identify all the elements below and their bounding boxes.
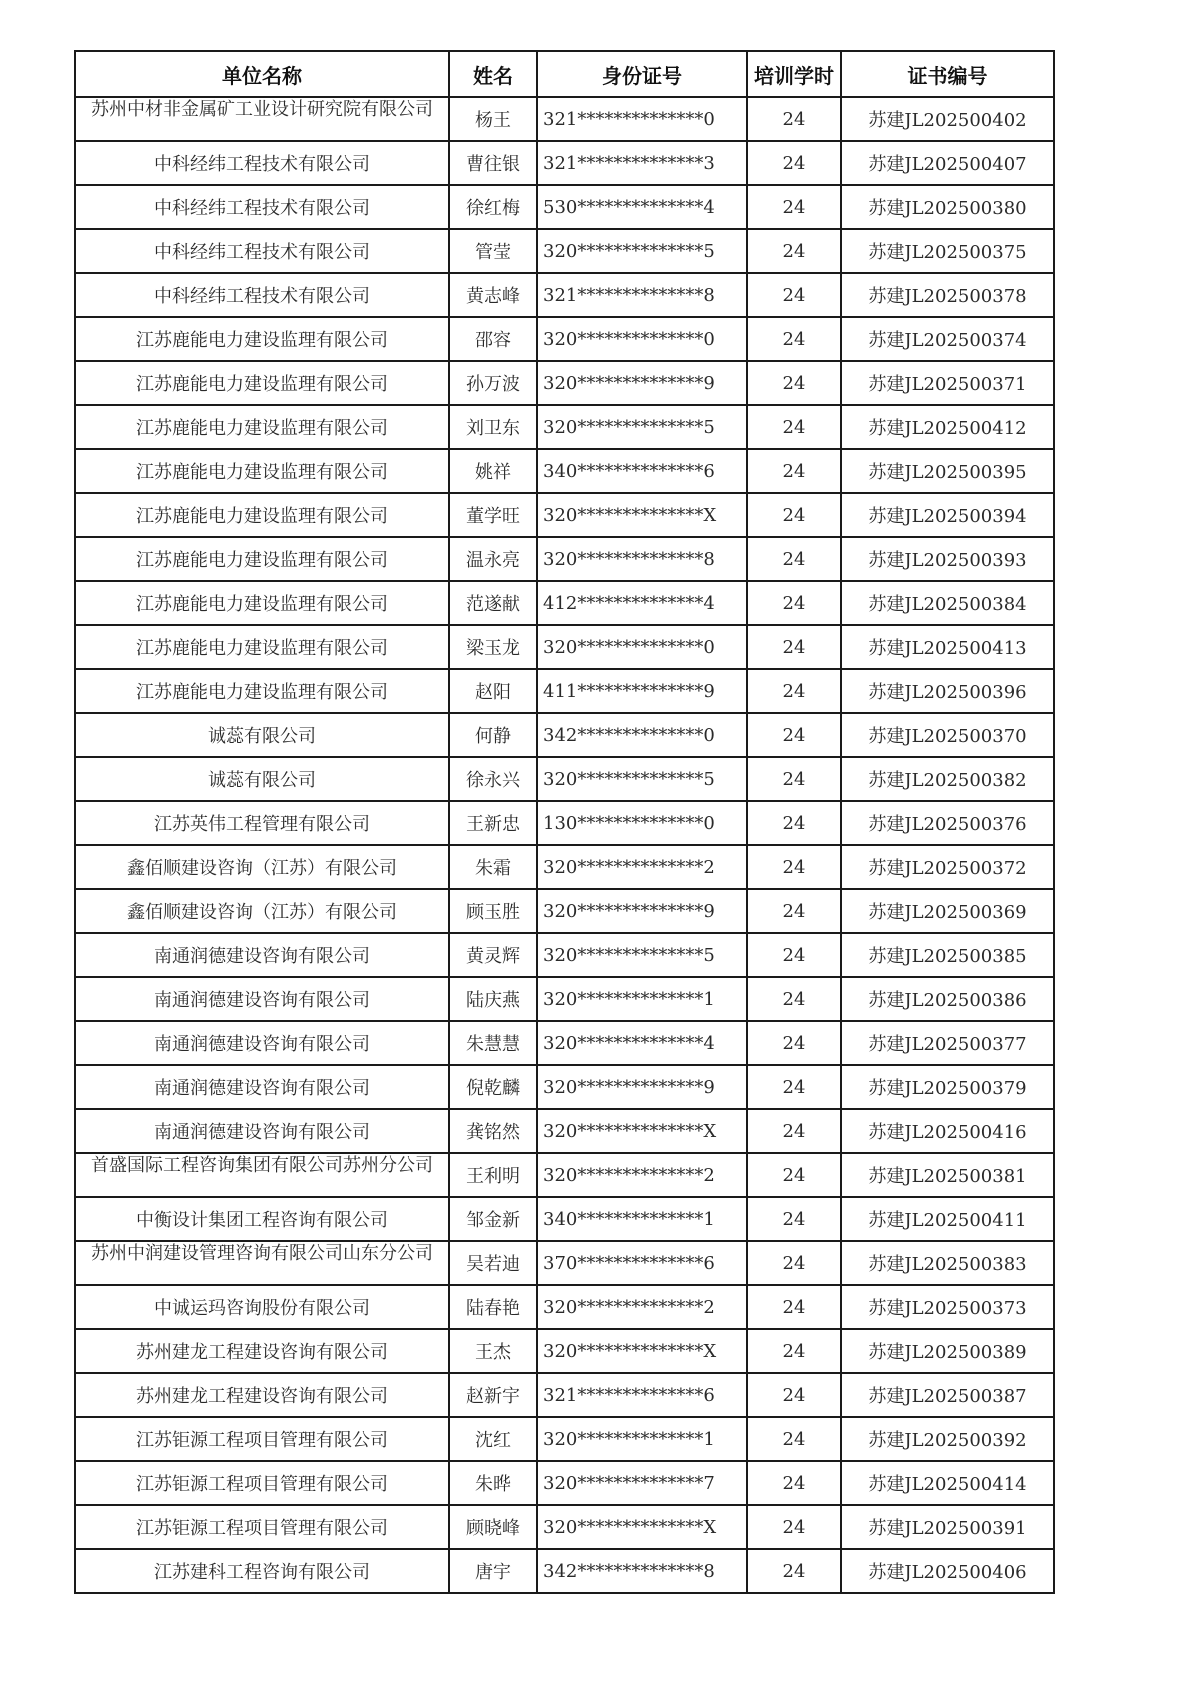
id-number-cell: 342**************0	[537, 713, 747, 757]
id-number-cell: 130**************0	[537, 801, 747, 845]
org-cell: 江苏钜源工程项目管理有限公司	[75, 1417, 449, 1461]
hours-cell: 24	[747, 1505, 841, 1549]
cert-number-cell: 苏建JL202500381	[841, 1153, 1054, 1197]
table-row	[75, 669, 1054, 713]
id-number-cell: 320**************2	[537, 845, 747, 889]
table-row	[75, 713, 1054, 757]
name-cell: 王杰	[449, 1329, 537, 1373]
org-cell	[75, 1153, 449, 1197]
id-number-cell: 320**************X	[537, 1109, 747, 1153]
certificate-table	[74, 50, 1055, 1594]
table-row	[75, 581, 1054, 625]
id-number-cell: 412**************4	[537, 581, 747, 625]
table-row	[75, 361, 1054, 405]
cert-number-cell: 苏建JL202500412	[841, 405, 1054, 449]
name-cell: 倪乾麟	[449, 1065, 537, 1109]
table-row	[75, 1373, 1054, 1417]
hours-cell: 24	[747, 229, 841, 273]
id-number-cell: 321**************3	[537, 141, 747, 185]
table-row	[75, 1153, 1054, 1197]
org-cell: 南通润德建设咨询有限公司	[75, 1109, 449, 1153]
hours-cell: 24	[747, 1549, 841, 1593]
name-cell: 曹往银	[449, 141, 537, 185]
hours-cell: 24	[747, 97, 841, 141]
table-row	[75, 625, 1054, 669]
name-cell: 唐宇	[449, 1549, 537, 1593]
cert-number-cell: 苏建JL202500414	[841, 1461, 1054, 1505]
name-cell: 顾玉胜	[449, 889, 537, 933]
table-row	[75, 1197, 1054, 1241]
name-cell: 朱慧慧	[449, 1021, 537, 1065]
hours-cell: 24	[747, 185, 841, 229]
table-row	[75, 801, 1054, 845]
name-cell: 朱霜	[449, 845, 537, 889]
name-cell: 邹金新	[449, 1197, 537, 1241]
hours-cell: 24	[747, 449, 841, 493]
org-cell: 江苏钜源工程项目管理有限公司	[75, 1461, 449, 1505]
table-row	[75, 405, 1054, 449]
name-cell: 陆庆燕	[449, 977, 537, 1021]
id-number-cell: 320**************4	[537, 1021, 747, 1065]
table-row	[75, 1549, 1054, 1593]
name-cell: 邵容	[449, 317, 537, 361]
id-number-cell: 320**************0	[537, 625, 747, 669]
cert-number-cell: 苏建JL202500372	[841, 845, 1054, 889]
name-cell: 何静	[449, 713, 537, 757]
cert-number-cell: 苏建JL202500378	[841, 273, 1054, 317]
hours-cell: 24	[747, 1241, 841, 1285]
cert-number-cell: 苏建JL202500395	[841, 449, 1054, 493]
org-cell: 中科经纬工程技术有限公司	[75, 185, 449, 229]
org-cell: 江苏英伟工程管理有限公司	[75, 801, 449, 845]
cert-number-cell: 苏建JL202500391	[841, 1505, 1054, 1549]
id-number-cell: 320**************5	[537, 933, 747, 977]
cert-number-cell: 苏建JL202500370	[841, 713, 1054, 757]
header-id: 身份证号	[537, 51, 747, 97]
id-number-cell: 320**************7	[537, 1461, 747, 1505]
org-cell: 中诚运玛咨询股份有限公司	[75, 1285, 449, 1329]
table-row	[75, 185, 1054, 229]
org-cell: 南通润德建设咨询有限公司	[75, 977, 449, 1021]
id-number-cell: 411**************9	[537, 669, 747, 713]
header-row	[75, 51, 1054, 97]
hours-cell: 24	[747, 493, 841, 537]
id-number-cell: 320**************0	[537, 317, 747, 361]
name-cell: 赵新宇	[449, 1373, 537, 1417]
table-row	[75, 977, 1054, 1021]
table-row	[75, 1065, 1054, 1109]
id-number-cell: 370**************6	[537, 1241, 747, 1285]
id-number-cell: 320**************9	[537, 1065, 747, 1109]
org-cell: 江苏鹿能电力建设监理有限公司	[75, 317, 449, 361]
id-number-cell: 320**************2	[537, 1153, 747, 1197]
table-row	[75, 273, 1054, 317]
name-cell: 顾晓峰	[449, 1505, 537, 1549]
cert-number-cell: 苏建JL202500416	[841, 1109, 1054, 1153]
hours-cell: 24	[747, 669, 841, 713]
org-cell: 江苏鹿能电力建设监理有限公司	[75, 493, 449, 537]
id-number-cell: 320**************8	[537, 537, 747, 581]
hours-cell: 24	[747, 141, 841, 185]
cert-number-cell: 苏建JL202500374	[841, 317, 1054, 361]
hours-cell: 24	[747, 1021, 841, 1065]
table-row	[75, 1417, 1054, 1461]
name-cell: 王新忠	[449, 801, 537, 845]
org-cell: 江苏鹿能电力建设监理有限公司	[75, 581, 449, 625]
cert-number-cell: 苏建JL202500379	[841, 1065, 1054, 1109]
hours-cell: 24	[747, 1329, 841, 1373]
name-cell: 赵阳	[449, 669, 537, 713]
org-cell: 诚蕊有限公司	[75, 757, 449, 801]
cert-number-cell: 苏建JL202500411	[841, 1197, 1054, 1241]
id-number-cell: 530**************4	[537, 185, 747, 229]
cert-number-cell: 苏建JL202500387	[841, 1373, 1054, 1417]
hours-cell: 24	[747, 757, 841, 801]
table-row	[75, 889, 1054, 933]
cert-number-cell: 苏建JL202500383	[841, 1241, 1054, 1285]
id-number-cell: 320**************X	[537, 493, 747, 537]
cert-number-cell: 苏建JL202500375	[841, 229, 1054, 273]
table-row	[75, 1109, 1054, 1153]
hours-cell: 24	[747, 801, 841, 845]
name-cell: 吴若迪	[449, 1241, 537, 1285]
hours-cell: 24	[747, 1065, 841, 1109]
table-row	[75, 97, 1054, 141]
cert-number-cell: 苏建JL202500386	[841, 977, 1054, 1021]
name-cell: 姚祥	[449, 449, 537, 493]
id-number-cell: 320**************5	[537, 757, 747, 801]
hours-cell: 24	[747, 361, 841, 405]
cert-number-cell: 苏建JL202500413	[841, 625, 1054, 669]
org-name-text: 苏州中润建设管理咨询有限公司山东分公司	[91, 1243, 433, 1264]
id-number-cell: 320**************9	[537, 889, 747, 933]
hours-cell: 24	[747, 713, 841, 757]
table-row	[75, 493, 1054, 537]
org-cell: 江苏钜源工程项目管理有限公司	[75, 1505, 449, 1549]
org-cell: 江苏鹿能电力建设监理有限公司	[75, 449, 449, 493]
org-cell: 南通润德建设咨询有限公司	[75, 1021, 449, 1065]
cert-number-cell: 苏建JL202500396	[841, 669, 1054, 713]
id-number-cell: 320**************9	[537, 361, 747, 405]
cert-number-cell: 苏建JL202500376	[841, 801, 1054, 845]
org-cell: 江苏鹿能电力建设监理有限公司	[75, 669, 449, 713]
org-cell: 中科经纬工程技术有限公司	[75, 229, 449, 273]
org-cell: 中科经纬工程技术有限公司	[75, 273, 449, 317]
table-row	[75, 1461, 1054, 1505]
hours-cell: 24	[747, 405, 841, 449]
org-cell: 鑫佰顺建设咨询（江苏）有限公司	[75, 889, 449, 933]
table-row	[75, 229, 1054, 273]
table-row	[75, 1241, 1054, 1285]
id-number-cell: 320**************2	[537, 1285, 747, 1329]
table-row	[75, 1329, 1054, 1373]
cert-number-cell: 苏建JL202500380	[841, 185, 1054, 229]
name-cell: 陆春艳	[449, 1285, 537, 1329]
org-cell: 鑫佰顺建设咨询（江苏）有限公司	[75, 845, 449, 889]
org-cell: 南通润德建设咨询有限公司	[75, 933, 449, 977]
org-cell: 江苏鹿能电力建设监理有限公司	[75, 537, 449, 581]
cert-number-cell: 苏建JL202500371	[841, 361, 1054, 405]
name-cell: 孙万波	[449, 361, 537, 405]
header-org: 单位名称	[75, 51, 449, 97]
hours-cell: 24	[747, 1461, 841, 1505]
hours-cell: 24	[747, 933, 841, 977]
hours-cell: 24	[747, 889, 841, 933]
name-cell: 龚铭然	[449, 1109, 537, 1153]
cert-number-cell: 苏建JL202500393	[841, 537, 1054, 581]
org-cell	[75, 97, 449, 141]
cert-number-cell: 苏建JL202500394	[841, 493, 1054, 537]
org-cell: 诚蕊有限公司	[75, 713, 449, 757]
id-number-cell: 320**************X	[537, 1329, 747, 1373]
name-cell: 黄灵辉	[449, 933, 537, 977]
hours-cell: 24	[747, 1417, 841, 1461]
hours-cell: 24	[747, 1197, 841, 1241]
table-row	[75, 1021, 1054, 1065]
cert-number-cell: 苏建JL202500377	[841, 1021, 1054, 1065]
org-cell: 江苏鹿能电力建设监理有限公司	[75, 625, 449, 669]
name-cell: 杨王	[449, 97, 537, 141]
org-name-text: 苏州中材非金属矿工业设计研究院有限公司	[91, 99, 433, 120]
id-number-cell: 340**************1	[537, 1197, 747, 1241]
cert-number-cell: 苏建JL202500385	[841, 933, 1054, 977]
cert-number-cell: 苏建JL202500392	[841, 1417, 1054, 1461]
cert-number-cell: 苏建JL202500373	[841, 1285, 1054, 1329]
cert-number-cell: 苏建JL202500406	[841, 1549, 1054, 1593]
table-body	[75, 97, 1054, 1593]
hours-cell: 24	[747, 273, 841, 317]
id-number-cell: 340**************6	[537, 449, 747, 493]
hours-cell: 24	[747, 537, 841, 581]
table-row	[75, 845, 1054, 889]
id-number-cell: 320**************X	[537, 1505, 747, 1549]
table-row	[75, 449, 1054, 493]
header-cert: 证书编号	[841, 51, 1054, 97]
cert-number-cell: 苏建JL202500407	[841, 141, 1054, 185]
table-row	[75, 757, 1054, 801]
hours-cell: 24	[747, 581, 841, 625]
cert-number-cell: 苏建JL202500384	[841, 581, 1054, 625]
name-cell: 董学旺	[449, 493, 537, 537]
id-number-cell: 320**************5	[537, 229, 747, 273]
hours-cell: 24	[747, 977, 841, 1021]
name-cell: 梁玉龙	[449, 625, 537, 669]
name-cell: 徐红梅	[449, 185, 537, 229]
table-row	[75, 933, 1054, 977]
hours-cell: 24	[747, 625, 841, 669]
table-row	[75, 537, 1054, 581]
table-row	[75, 1285, 1054, 1329]
cert-number-cell: 苏建JL202500369	[841, 889, 1054, 933]
org-cell: 江苏鹿能电力建设监理有限公司	[75, 405, 449, 449]
id-number-cell: 321**************6	[537, 1373, 747, 1417]
id-number-cell: 321**************0	[537, 97, 747, 141]
header-name: 姓名	[449, 51, 537, 97]
table-row	[75, 317, 1054, 361]
org-cell	[75, 1241, 449, 1285]
table-row	[75, 141, 1054, 185]
id-number-cell: 320**************1	[537, 1417, 747, 1461]
name-cell: 温永亮	[449, 537, 537, 581]
org-cell: 苏州建龙工程建设咨询有限公司	[75, 1329, 449, 1373]
cert-number-cell: 苏建JL202500389	[841, 1329, 1054, 1373]
table-row	[75, 1505, 1054, 1549]
org-cell: 中衡设计集团工程咨询有限公司	[75, 1197, 449, 1241]
org-cell: 中科经纬工程技术有限公司	[75, 141, 449, 185]
name-cell: 沈红	[449, 1417, 537, 1461]
org-cell: 江苏建科工程咨询有限公司	[75, 1549, 449, 1593]
id-number-cell: 321**************8	[537, 273, 747, 317]
hours-cell: 24	[747, 1285, 841, 1329]
certificate-list-sheet	[74, 50, 1053, 1594]
cert-number-cell: 苏建JL202500402	[841, 97, 1054, 141]
name-cell: 管莹	[449, 229, 537, 273]
org-cell: 江苏鹿能电力建设监理有限公司	[75, 361, 449, 405]
hours-cell: 24	[747, 317, 841, 361]
hours-cell: 24	[747, 845, 841, 889]
name-cell: 王利明	[449, 1153, 537, 1197]
org-cell: 南通润德建设咨询有限公司	[75, 1065, 449, 1109]
org-name-text: 首盛国际工程咨询集团有限公司苏州分公司	[91, 1155, 433, 1176]
name-cell: 徐永兴	[449, 757, 537, 801]
name-cell: 范遂献	[449, 581, 537, 625]
hours-cell: 24	[747, 1109, 841, 1153]
name-cell: 黄志峰	[449, 273, 537, 317]
hours-cell: 24	[747, 1153, 841, 1197]
org-cell: 苏州建龙工程建设咨询有限公司	[75, 1373, 449, 1417]
id-number-cell: 320**************5	[537, 405, 747, 449]
header-hours: 培训学时	[747, 51, 841, 97]
id-number-cell: 320**************1	[537, 977, 747, 1021]
cert-number-cell: 苏建JL202500382	[841, 757, 1054, 801]
hours-cell: 24	[747, 1373, 841, 1417]
name-cell: 刘卫东	[449, 405, 537, 449]
id-number-cell: 342**************8	[537, 1549, 747, 1593]
name-cell: 朱晔	[449, 1461, 537, 1505]
